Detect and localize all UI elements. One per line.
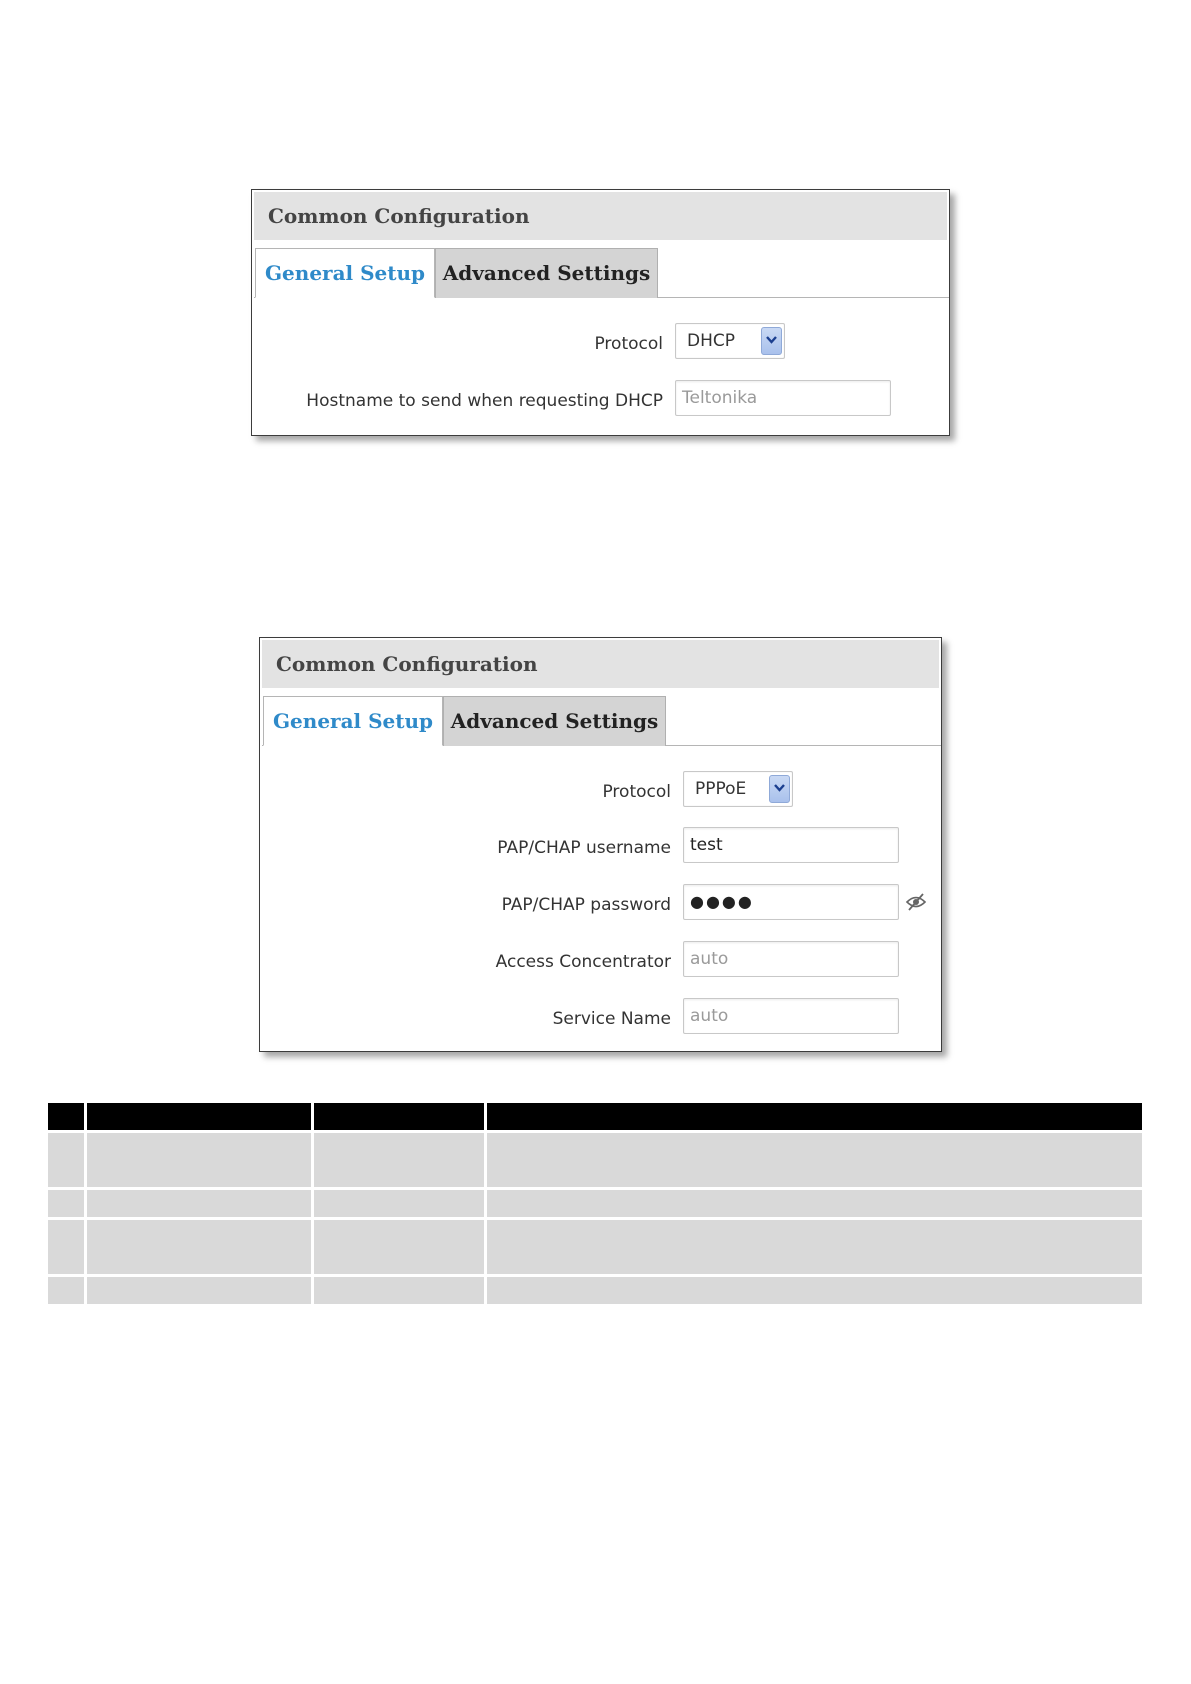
panel-header: Common Configuration [262, 640, 939, 688]
common-config-panel-dhcp [251, 189, 950, 436]
protocol-label: Protocol [594, 334, 663, 354]
username-input[interactable]: test [683, 827, 899, 863]
table-cell [487, 1220, 1142, 1274]
table-cell [314, 1133, 484, 1187]
protocol-value: PPPoE [695, 779, 747, 799]
protocol-label: Protocol [602, 782, 671, 802]
table-cell [314, 1190, 484, 1217]
service-name-input[interactable]: auto [683, 998, 899, 1034]
table-cell [87, 1133, 311, 1187]
table-cell [87, 1220, 311, 1274]
service-name-label: Service Name [552, 1009, 671, 1029]
table-cell [48, 1220, 84, 1274]
table-row [48, 1130, 1142, 1187]
table-header-cell [487, 1103, 1142, 1130]
access-concentrator-label: Access Concentrator [495, 952, 671, 972]
protocol-select[interactable] [683, 771, 793, 807]
table-row [48, 1187, 1142, 1217]
tab-advanced-settings[interactable]: Advanced Settings [435, 248, 658, 298]
table-cell [48, 1133, 84, 1187]
table-header-row [48, 1103, 1142, 1130]
table-cell [314, 1220, 484, 1274]
tab-general-setup[interactable]: General Setup [255, 248, 435, 298]
table-cell [48, 1277, 84, 1304]
access-concentrator-input[interactable]: auto [683, 941, 899, 977]
table-header-cell [48, 1103, 84, 1130]
panel-header: Common Configuration [254, 192, 947, 240]
table-cell [48, 1190, 84, 1217]
chevron-down-icon[interactable] [769, 775, 790, 803]
table-cell [87, 1190, 311, 1217]
protocol-value: DHCP [687, 331, 735, 351]
table-row [48, 1274, 1142, 1304]
password-label: PAP/CHAP password [501, 895, 671, 915]
hostname-input[interactable]: Teltonika [675, 380, 891, 416]
table-cell [487, 1277, 1142, 1304]
table-cell [487, 1190, 1142, 1217]
username-label: PAP/CHAP username [497, 838, 671, 858]
parameters-table [48, 1103, 1142, 1304]
table-header-cell [314, 1103, 484, 1130]
eye-slash-icon[interactable] [905, 892, 927, 916]
table-cell [314, 1277, 484, 1304]
common-config-panel-pppoe [259, 637, 942, 1052]
tab-general-setup[interactable]: General Setup [263, 696, 443, 746]
tab-advanced-settings[interactable]: Advanced Settings [443, 696, 666, 746]
chevron-down-icon[interactable] [761, 327, 782, 355]
password-input[interactable]: ●●●● [683, 884, 899, 920]
table-cell [487, 1133, 1142, 1187]
table-cell [87, 1277, 311, 1304]
hostname-label: Hostname to send when requesting DHCP [306, 391, 663, 411]
table-header-cell [87, 1103, 311, 1130]
protocol-select[interactable] [675, 323, 785, 359]
table-row [48, 1217, 1142, 1274]
